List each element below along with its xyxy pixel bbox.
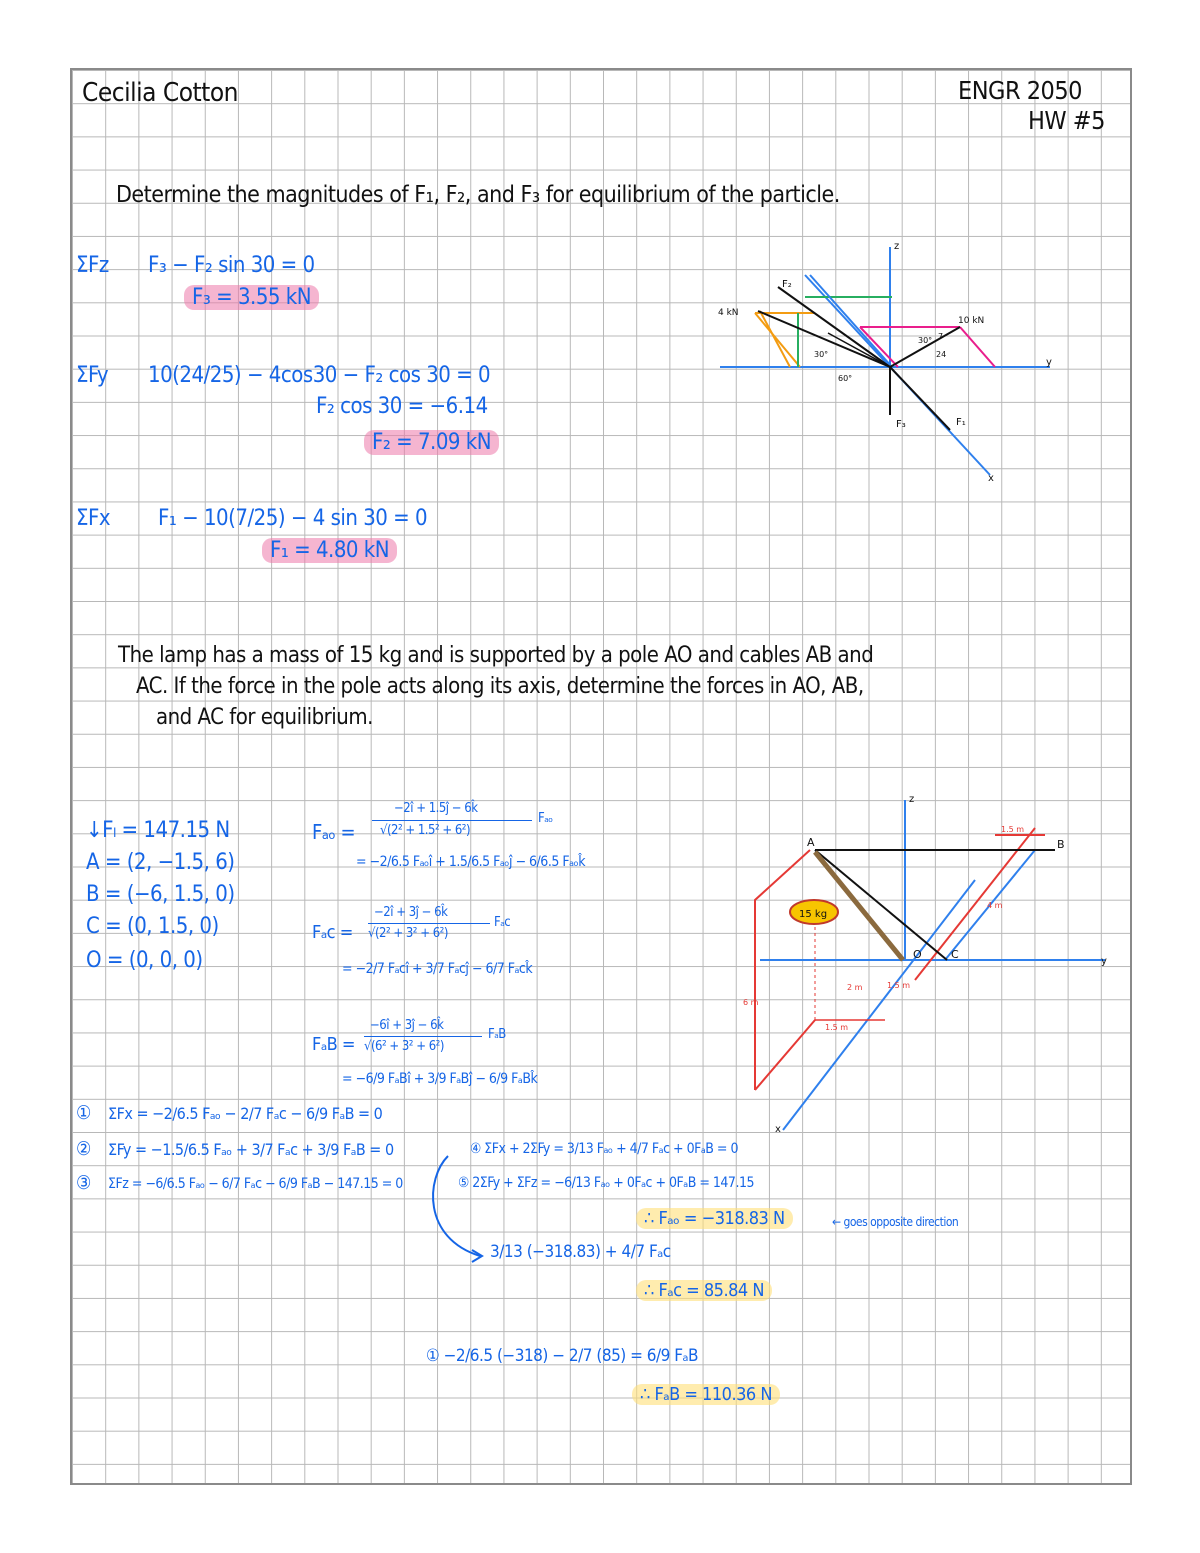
f3-result: F₃ = 3.55 kN bbox=[184, 287, 319, 309]
fab-fraction-bar bbox=[364, 1036, 482, 1037]
fig1-label-y: y bbox=[1046, 357, 1052, 368]
fig2-label-a: A bbox=[807, 836, 815, 849]
problem2-statement-line2: AC. If the force in the pole acts along its axis, determine the forces in AO, AB, bbox=[136, 674, 864, 699]
fig2-label-15b: 1.5 m bbox=[825, 1023, 849, 1032]
eq1-number: ① bbox=[76, 1102, 91, 1124]
fig2-label-2m: 2 m bbox=[847, 983, 863, 992]
fig2-red-frame bbox=[755, 850, 810, 1090]
fig2-label-15a: 1.5 m bbox=[887, 981, 911, 990]
course-code: ENGR 2050 bbox=[958, 76, 1082, 105]
eq2-sum-fy: ΣFy = −1.5/6.5 Fₐₒ + 3/7 Fₐc + 3/9 FₐB = 0 bbox=[108, 1140, 394, 1159]
magenta-line-2 bbox=[960, 327, 995, 367]
fig2-label-15top: 1.5 m bbox=[1001, 825, 1025, 834]
problem2-statement-line1: The lamp has a mass of 15 kg and is supported by a pole AO and cables AB and bbox=[118, 643, 874, 668]
fac-magnitude: Fₐc bbox=[494, 915, 511, 930]
fig2-label-b: B bbox=[1057, 838, 1065, 851]
fac-lhs: Fₐc = bbox=[312, 922, 353, 943]
assignment-number: HW #5 bbox=[1028, 106, 1105, 135]
fig1-label-angle30b: 30° bbox=[918, 336, 933, 345]
eq3-sum-fz: ΣFz = −6/6.5 Fₐₒ − 6/7 Fₐc − 6/9 FₐB − 147.15 = 0 bbox=[108, 1176, 403, 1192]
fac-final: ∴ Fₐc = 85.84 N bbox=[636, 1282, 772, 1300]
fig2-label-6m: 6 m bbox=[743, 998, 759, 1007]
f2-cos-equation: F₂ cos 30 = −6.14 bbox=[316, 394, 488, 419]
fig2-red-bottom bbox=[755, 1020, 815, 1090]
eq4-combination: ④ ΣFx + 2ΣFy = 3/13 Fₐₒ + 4/7 Fₐc + 0FₐB = 0 bbox=[470, 1141, 738, 1157]
fac-fraction-bar bbox=[368, 923, 490, 924]
fig2-label-c: C bbox=[951, 948, 959, 961]
fig2-label-y: y bbox=[1101, 956, 1107, 967]
fig1-label-f1: F₁ bbox=[956, 417, 966, 428]
green-construction bbox=[760, 311, 790, 367]
fab-lhs: FₐB = bbox=[312, 1034, 355, 1055]
given-point-c: C = (0, 1.5, 0) bbox=[86, 914, 219, 939]
fab-magnitude: FₐB bbox=[488, 1027, 506, 1042]
fig1-label-angle30a: 30° bbox=[814, 350, 829, 359]
fig1-label-r7: 7 bbox=[938, 332, 944, 341]
fig1-label-z: z bbox=[894, 241, 900, 252]
f2-result: F₂ = 7.09 kN bbox=[364, 432, 499, 454]
fab-result: = −6/9 FₐBî + 3/9 FₐBĵ − 6/9 FₐBk̂ bbox=[342, 1071, 538, 1087]
sum-fz-equation: F₃ − F₂ sin 30 = 0 bbox=[148, 253, 315, 278]
eq1-sum-fx: ΣFx = −2/6.5 Fₐₒ − 2/7 Fₐc − 6/9 FₐB = 0 bbox=[108, 1104, 383, 1123]
fig1-label-f3: F₃ bbox=[896, 419, 906, 430]
given-point-b: B = (−6, 1.5, 0) bbox=[86, 882, 235, 907]
fao-denominator: √(2² + 1.5² + 6²) bbox=[380, 823, 471, 838]
eq2-number: ② bbox=[76, 1138, 91, 1160]
lamp-pole-diagram bbox=[735, 780, 1125, 1140]
fig1-label-10kn: 10 kN bbox=[958, 316, 985, 326]
fig2-label-x: x bbox=[775, 1124, 781, 1135]
sum-fx-label: ΣFx bbox=[76, 506, 111, 531]
given-point-o: O = (0, 0, 0) bbox=[86, 948, 203, 973]
fig2-label-o: O bbox=[913, 948, 922, 961]
fac-numerator: −2î + 3ĵ − 6k̂ bbox=[374, 905, 448, 920]
given-point-a: A = (2, −1.5, 6) bbox=[86, 850, 235, 875]
fig2-label-4m: 4 m bbox=[987, 901, 1003, 910]
fac-result: = −2/7 Fₐcî + 3/7 Fₐcĵ − 6/7 Fₐck̂ bbox=[342, 961, 533, 977]
eq1-substitution: ① −2/6.5 (−318) − 2/7 (85) = 6/9 FₐB bbox=[426, 1346, 699, 1366]
sum-fy-label: ΣFy bbox=[76, 363, 109, 388]
eq3-number: ③ bbox=[76, 1172, 91, 1194]
fig1-label-4kn: 4 kN bbox=[718, 308, 739, 318]
sum-fz-label: ΣFz bbox=[76, 253, 109, 278]
substitution-arrow bbox=[420, 1148, 500, 1268]
fig1-label-f2: F₂ bbox=[782, 279, 792, 290]
fac-denominator: √(2² + 3² + 6²) bbox=[368, 926, 448, 941]
fig1-label-angle60: 60° bbox=[838, 374, 853, 383]
sum-fy-equation: 10(24/25) − 4cos30 − F₂ cos 30 = 0 bbox=[148, 363, 491, 388]
fig1-label-r24: 24 bbox=[936, 350, 947, 359]
fig2-label-z: z bbox=[909, 794, 915, 805]
fao-result: = −2/6.5 Fₐₒî + 1.5/6.5 Fₐₒĵ − 6/6.5 Fₐₒk̂ bbox=[356, 854, 586, 870]
fao-numerator: −2î + 1.5ĵ − 6k̂ bbox=[394, 801, 478, 816]
f1-result: F₁ = 4.80 kN bbox=[262, 540, 397, 562]
substitution-line: 3/13 (−318.83) + 4/7 Fₐc bbox=[490, 1242, 671, 1262]
load10-vector bbox=[890, 327, 960, 367]
fab-denominator: √(6² + 3² + 6²) bbox=[364, 1039, 444, 1054]
orange-line-1 bbox=[755, 313, 800, 367]
fao-magnitude: Fₐₒ bbox=[538, 811, 553, 826]
problem1-statement: Determine the magnitudes of F₁, F₂, and F₃ for equilibrium of the particle. bbox=[116, 182, 840, 208]
particle-force-diagram bbox=[710, 235, 1060, 485]
fab-final: ∴ FₐB = 110.36 N bbox=[632, 1386, 780, 1404]
given-weight: ↓Fₗ = 147.15 N bbox=[86, 818, 230, 843]
fao-direction-note: ← goes opposite direction bbox=[832, 1215, 959, 1229]
fao-lhs: Fₐₒ = bbox=[312, 820, 356, 844]
student-name: Cecilia Cotton bbox=[82, 78, 238, 108]
fig2-label-mass: 15 kg bbox=[799, 909, 828, 920]
fao-final: ∴ Fₐₒ = −318.83 N bbox=[636, 1210, 793, 1228]
sum-fx-equation: F₁ − 10(7/25) − 4 sin 30 = 0 bbox=[158, 506, 428, 531]
fao-fraction-bar bbox=[372, 820, 532, 821]
problem2-statement-line3: and AC for equilibrium. bbox=[156, 705, 373, 730]
fig1-label-x: x bbox=[988, 473, 994, 484]
eq5-combination: ⑤ 2ΣFy + ΣFz = −6/13 Fₐₒ + 0Fₐc + 0FₐB = 147.15 bbox=[458, 1175, 754, 1191]
fab-numerator: −6î + 3ĵ − 6k̂ bbox=[370, 1018, 444, 1033]
